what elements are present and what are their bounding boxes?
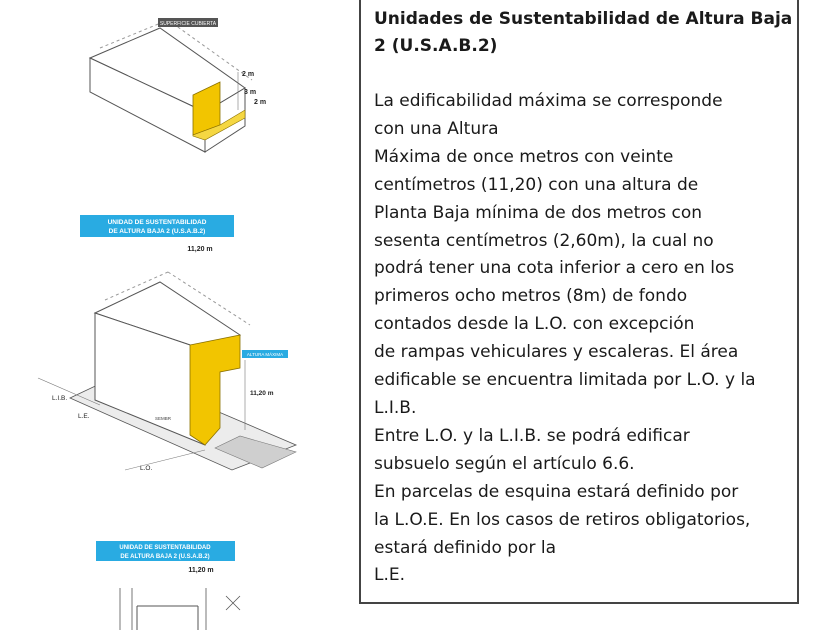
height-side-label: 11,20 m <box>250 390 274 397</box>
body-line: primeros ocho metros (8m) de fondo <box>374 286 688 307</box>
unit-label-1-line-1: UNIDAD DE SUSTENTABILIDAD <box>107 219 207 226</box>
tag-right-text: ALTURA MÁXIMA <box>246 352 284 357</box>
zoning-illustration <box>0 0 350 630</box>
bottom-elevation <box>120 588 240 630</box>
body-line: subsuelo según el artículo 6.6. <box>374 453 635 474</box>
unit-label-2 <box>96 541 235 574</box>
body-line: L.E. <box>374 565 406 586</box>
lo-dim-line <box>125 450 205 470</box>
body-line: contados desde la L.O. con excepción <box>374 314 695 335</box>
zoning-diagram <box>0 0 350 630</box>
body-line: Máxima de once metros con veinte <box>374 146 674 167</box>
text-panel <box>359 0 799 604</box>
top-tag-text: SUPERFICIE CUBIERTA <box>159 21 217 27</box>
unit-label-1-line-2: DE ALTURA BAJA 2 (U.S.A.B.2) <box>108 228 206 235</box>
unit-label-2-line-1: UNIDAD DE SUSTENTABILIDAD <box>119 545 211 551</box>
body-line: sesenta centímetros (2,60m), la cual no <box>374 230 714 251</box>
label-lo: L.O. <box>140 465 153 472</box>
label-lib: L.I.B. <box>52 395 68 402</box>
unit-height-1: 11,20 m <box>187 246 213 253</box>
dim-2m-top: 2 m <box>242 71 255 78</box>
label-le: L.E. <box>78 413 90 420</box>
unit-label-2-line-2: DE ALTURA BAJA 2 (U.S.A.B.2) <box>120 554 210 560</box>
body-line: En parcelas de esquina estará definido por <box>374 481 739 502</box>
body-line: con una Altura <box>374 118 499 139</box>
body-line: la L.O.E. En los casos de retiros obligatorios, <box>374 509 751 530</box>
document-title <box>374 6 794 60</box>
body-line: estará definido por la <box>374 537 556 558</box>
document-body <box>374 88 796 590</box>
title-line: 2 (U.S.A.B.2) <box>374 36 498 56</box>
dim-3m: 3 m <box>244 89 257 96</box>
unit-height-2: 11,20 m <box>188 567 214 574</box>
body-line: de rampas vehiculares y escaleras. El área <box>374 342 739 363</box>
body-line: podrá tener una cota inferior a cero en los <box>374 258 735 279</box>
label-center: SEMBR <box>155 416 172 421</box>
middle-building <box>38 272 296 472</box>
unit-label-1 <box>80 215 234 253</box>
body-line: edificable se encuentra limitada por L.O. y la <box>374 370 756 391</box>
top-building-block <box>90 18 266 152</box>
title-line: Unidades de Sustentabilidad de Altura Baja <box>374 9 793 29</box>
body-line: Entre L.O. y la L.I.B. se podrá edificar <box>374 425 690 446</box>
body-line: centímetros (11,20) con una altura de <box>374 174 699 195</box>
body-line: La edificabilidad máxima se corresponde <box>374 91 723 111</box>
body-line: L.I.B. <box>374 397 417 418</box>
dim-2m-side: 2 m <box>254 99 267 106</box>
body-line: Planta Baja mínima de dos metros con <box>374 202 703 223</box>
